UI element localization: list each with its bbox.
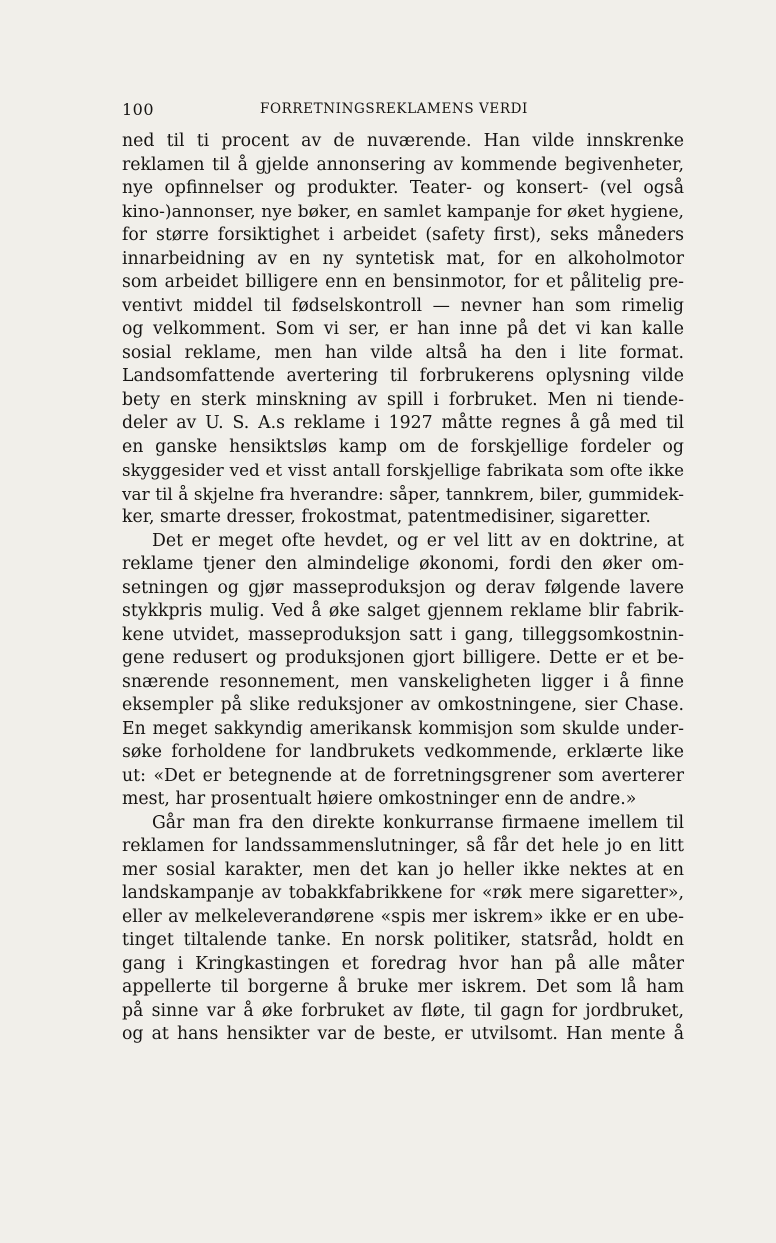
text-line: reklamen til å gjelde annonsering av kommende begivenheter, bbox=[122, 154, 684, 175]
text-line: Går man fra den direkte konkurranse firmaene imellem til bbox=[152, 812, 684, 833]
text-line: gene redusert og produksjonen gjort billigere. Dette er et be- bbox=[122, 648, 684, 668]
text-line: bety en sterk minskning av spill i forbruket. Men ni tiende- bbox=[122, 389, 684, 410]
text-line: en ganske hensiktsløs kamp om de forskjellige fordeler og bbox=[122, 436, 684, 457]
text-line: kino-)annonser, nye bøker, en samlet kampanje for øket hygiene, bbox=[122, 201, 684, 222]
page-header bbox=[122, 100, 684, 124]
text-line: var til å skjelne fra hverandre: såper, tannkrem, biler, gummidek- bbox=[122, 483, 684, 504]
text-line: gang i Kringkastingen et foredrag hvor han på alle måter bbox=[122, 953, 684, 974]
text-line: reklame tjener den almindelige økonomi, fordi den øker om- bbox=[122, 554, 684, 574]
text-line: kene utvidet, masseproduksjon satt i gang, tilleggsomkostnin- bbox=[122, 624, 684, 645]
text-line: mest, har prosentualt høiere omkostninger enn de andre.» bbox=[122, 789, 637, 809]
text-line: En meget sakkyndig amerikansk kommisjon som skulde under- bbox=[122, 718, 684, 739]
text-line: stykkpris mulig. Ved å øke salget gjennem reklame blir fabrik- bbox=[122, 601, 684, 621]
text-line: landskampanje av tobakkfabrikkene for «røk mere sigaretter», bbox=[122, 883, 684, 903]
text-line: ventivt middel til fødselskontroll — nevner han som rimelig bbox=[122, 295, 684, 316]
text-line: appellerte til borgerne å bruke mer iskrem. Det som lå ham bbox=[122, 977, 684, 997]
text-line: ned til ti procent av de nuværende. Han vilde innskrenke bbox=[122, 131, 684, 151]
text-line: deler av U. S. A.s reklame i 1927 måtte regnes å gå med til bbox=[122, 413, 684, 433]
text-line: ut: «Det er betegnende at de forretningsgrener som averterer bbox=[122, 765, 684, 786]
text-line: eksempler på slike reduksjoner av omkostningene, sier Chase. bbox=[122, 695, 684, 715]
text-line: som arbeidet billigere enn en bensinmotor, for et pålitelig pre- bbox=[122, 272, 684, 292]
text-line: Det er meget ofte hevdet, og er vel litt av en doktrine, at bbox=[152, 530, 684, 551]
text-line: skyggesider ved et visst antall forskjellige fabrikata som ofte ikke bbox=[122, 460, 684, 480]
running-title: FORRETNINGSREKLAMENS VERDI bbox=[260, 101, 528, 117]
text-line: nye opfinnelser og produkter. Teater- og konsert- (vel også bbox=[122, 178, 684, 198]
text-line: ker, smarte dresser, frokostmat, patentmedisiner, sigaretter. bbox=[122, 507, 651, 527]
body-text bbox=[122, 130, 684, 1047]
text-line: reklamen for landssammenslutninger, så får det hele jo en litt bbox=[122, 836, 684, 856]
text-line: og velkomment. Som vi ser, er han inne på det vi kan kalle bbox=[122, 319, 684, 339]
text-line: tinget tiltalende tanke. En norsk politiker, statsråd, holdt en bbox=[122, 930, 684, 950]
text-line: Landsomfattende avertering til forbrukerens oplysning vilde bbox=[122, 366, 684, 386]
text-line: eller av melkeleverandørene «spis mer iskrem» ikke er en ube- bbox=[122, 906, 684, 927]
text-line: sosial reklame, men han vilde altså ha den i lite format. bbox=[122, 342, 684, 363]
text-line: mer sosial karakter, men det kan jo heller ikke nektes at en bbox=[122, 859, 684, 880]
text-line: for større forsiktighet i arbeidet (safety first), seks måneders bbox=[122, 225, 684, 245]
text-line: søke forholdene for landbrukets vedkommende, erklærte like bbox=[122, 742, 684, 762]
text-line: og at hans hensikter var de beste, er utvilsomt. Han mente å bbox=[122, 1024, 684, 1044]
text-line: innarbeidning av en ny syntetisk mat, for en alkoholmotor bbox=[122, 248, 684, 269]
text-line: på sinne var å øke forbruket av fløte, til gagn for jordbruket, bbox=[122, 1000, 684, 1021]
page-number: 100 bbox=[122, 100, 155, 119]
text-line: snærende resonnement, men vanskeligheten ligger i å finne bbox=[122, 671, 684, 692]
text-line: setningen og gjør masseproduksjon og derav følgende lavere bbox=[122, 577, 684, 598]
